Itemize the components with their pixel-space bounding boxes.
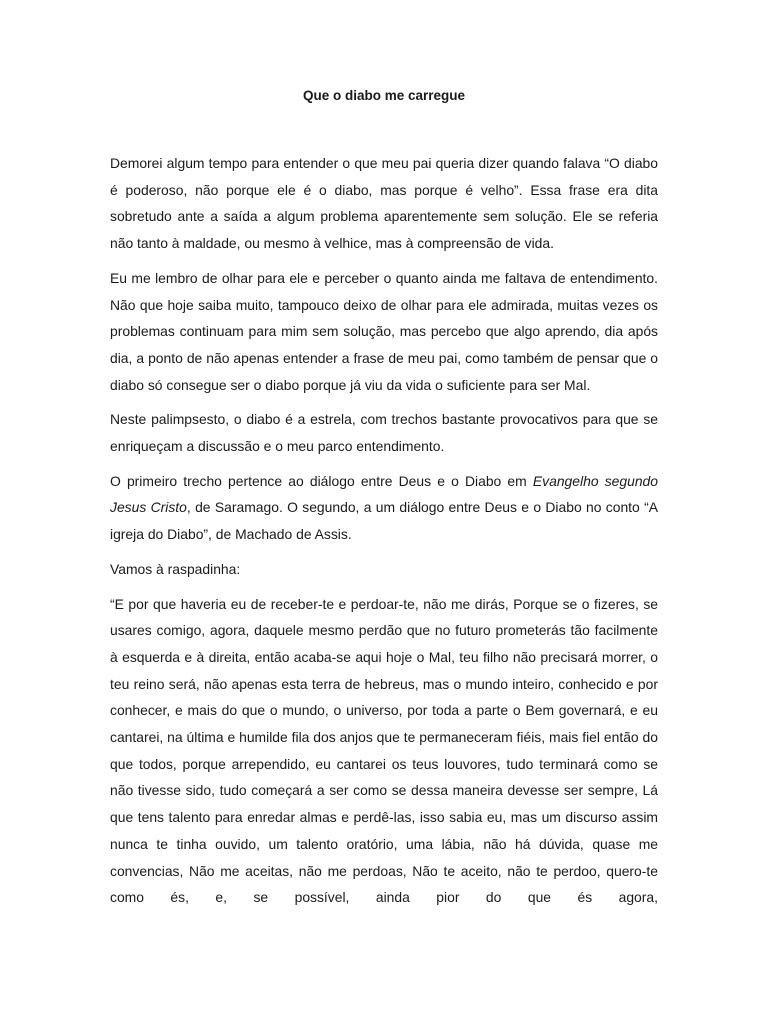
paragraph-5: Vamos à raspadinha: <box>110 560 241 577</box>
paragraph-4 <box>110 468 658 548</box>
document-page <box>110 86 658 919</box>
paragraph-4-text-end: , de Saramago. O segundo, a um diálogo entre Deus e o Diabo no conto “A igreja do Diabo”, de Machado de Assis. <box>110 499 658 543</box>
document-title: Que o diabo me carregue <box>302 88 466 103</box>
quote-paragraph: “E por que haveria eu de receber-te e perdoar-te, não me dirás, Porque se o fizeres, se usares comigo, agora, daquele mesmo perdão que no futuro prometerás tão facilmente à esquerda e à direita, então acaba-se aqui hoje o Mal, teu filho não precisará morrer, o teu reino será, não apenas esta terra de hebreus, mas o mundo inteiro, conhecido e por conhecer, e mais do que o mundo, o universo, por toda a parte o Bem governará, e eu cantarei, na última e humilde fila dos anjos que te permaneceram fiéis, mais fiel então do que todos, porque arrependido, eu cantarei os teus louvores, tudo terminará como se não tivesse sido, tudo começará a ser como se dessa maneira devesse ser sempre, Lá que tens talento para enredar almas e perdê-las, isso sabia eu, mas um discurso assim nunca te tinha ouvido, um talento oratório, uma lábia, não há dúvida, quase me convencias, Não me aceitas, não me perdoas, Não te aceito, não te perdoo, quero-te como és, e, se possível, ainda pior do que és agora, <box>110 595 658 906</box>
paragraph-1: Demorei algum tempo para entender o que meu pai queria dizer quando falava “O diabo é poderoso, não porque ele é o diabo, mas porque é velho”. Essa frase era dita sobretudo ante a saída a algum problema aparentemente sem solução. Ele se referia não tanto à maldade, ou mesmo à velhice, mas à compreensão de vida. <box>110 155 658 252</box>
paragraph-4-text-start: O primeiro trecho pertence ao diálogo entre Deus e o Diabo em <box>110 472 533 489</box>
paragraph-2: Eu me lembro de olhar para ele e perceber o quanto ainda me faltava de entendimento. Não que hoje saiba muito, tampouco deixo de olhar para ele admirada, muitas vezes os problemas continuam para mim sem solução, mas percebo que algo aprendo, dia após dia, a ponto de não apenas entender a frase de meu pai, como também de pensar que o diabo só consegue ser o diabo porque já viu da vida o suficiente para ser Mal. <box>110 269 658 393</box>
book-title-italic: Evangelho segundo Jesus Cristo <box>110 472 658 516</box>
paragraph-3: Neste palimpsesto, o diabo é a estrela, com trechos bastante provocativos para que se enriqueçam a discussão e o meu parco entendimento. <box>110 411 658 455</box>
